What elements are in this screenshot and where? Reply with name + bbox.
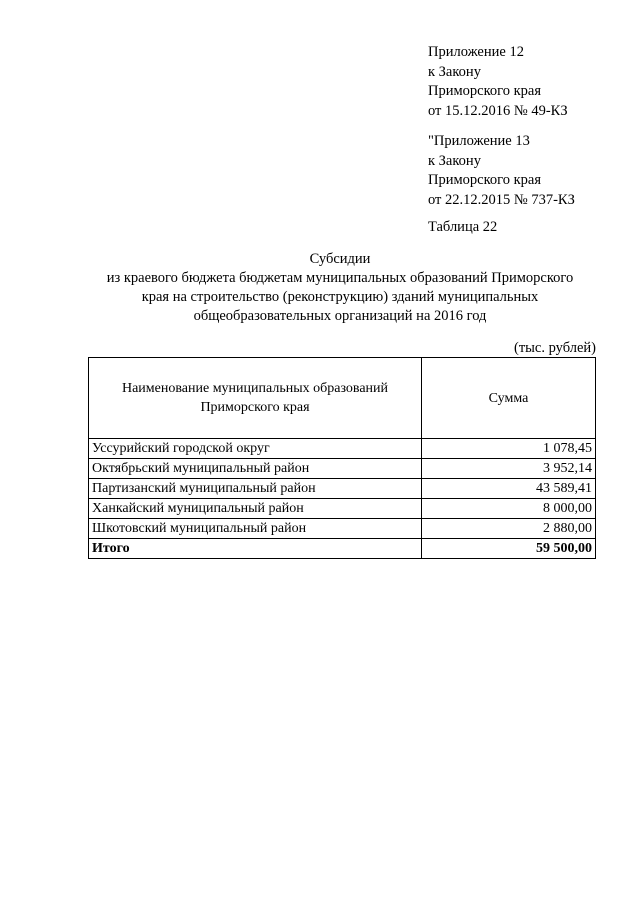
annex-previous-line-4: от 22.12.2015 № 737-КЗ (428, 191, 575, 208)
total-amount: 59 500,00 (422, 539, 596, 559)
total-label: Итого (89, 539, 422, 559)
header-amount: Сумма (422, 358, 596, 439)
subsidies-table (88, 357, 596, 559)
annex-previous-line-1: "Приложение 13 (428, 133, 530, 149)
row-municipality: Ханкайский муниципальный район (89, 499, 422, 519)
row-amount: 3 952,14 (422, 459, 596, 479)
annex-current-line-3: Приморского края (428, 83, 542, 99)
table-header-row (89, 358, 596, 439)
header-municipality-line-1: Наименование муниципальных образований (121, 381, 389, 396)
annex-previous-line-2: к Закону (428, 152, 481, 169)
row-amount: 2 880,00 (422, 519, 596, 539)
header-municipality-line-2: Приморского края (200, 400, 310, 415)
annex-current-line-4: от 15.12.2016 № 49-КЗ (428, 102, 568, 119)
table-row (89, 499, 596, 519)
row-municipality: Шкотовский муниципальный район (89, 519, 422, 539)
title-line-1: Субсидии (309, 251, 371, 267)
units-label: (тыс. рублей) (514, 340, 596, 356)
row-municipality: Уссурийский городской округ (89, 439, 422, 459)
title-line-2: из краевого бюджета бюджетам муниципальных образований Приморского (106, 270, 574, 286)
table-row (89, 479, 596, 499)
annex-current-line-2: к Закону (428, 63, 481, 80)
annex-current-reference (428, 43, 568, 121)
table-row (89, 519, 596, 539)
annex-previous-reference (428, 132, 575, 210)
document-title (80, 250, 600, 326)
row-amount: 43 589,41 (422, 479, 596, 499)
title-line-3: края на строительство (реконструкцию) зданий муниципальных (141, 289, 539, 305)
annex-previous-line-3: Приморского края (428, 172, 542, 188)
table-number: Таблица 22 (428, 219, 498, 235)
title-line-4: общеобразовательных организаций на 2016 год (193, 308, 487, 324)
table-total-row (89, 539, 596, 559)
table-row (89, 459, 596, 479)
row-amount: 8 000,00 (422, 499, 596, 519)
row-amount: 1 078,45 (422, 439, 596, 459)
table-row (89, 439, 596, 459)
header-municipality (89, 358, 422, 439)
row-municipality: Октябрьский муниципальный район (89, 459, 422, 479)
annex-current-line-1: Приложение 12 (428, 44, 524, 60)
row-municipality: Партизанский муниципальный район (89, 479, 422, 499)
